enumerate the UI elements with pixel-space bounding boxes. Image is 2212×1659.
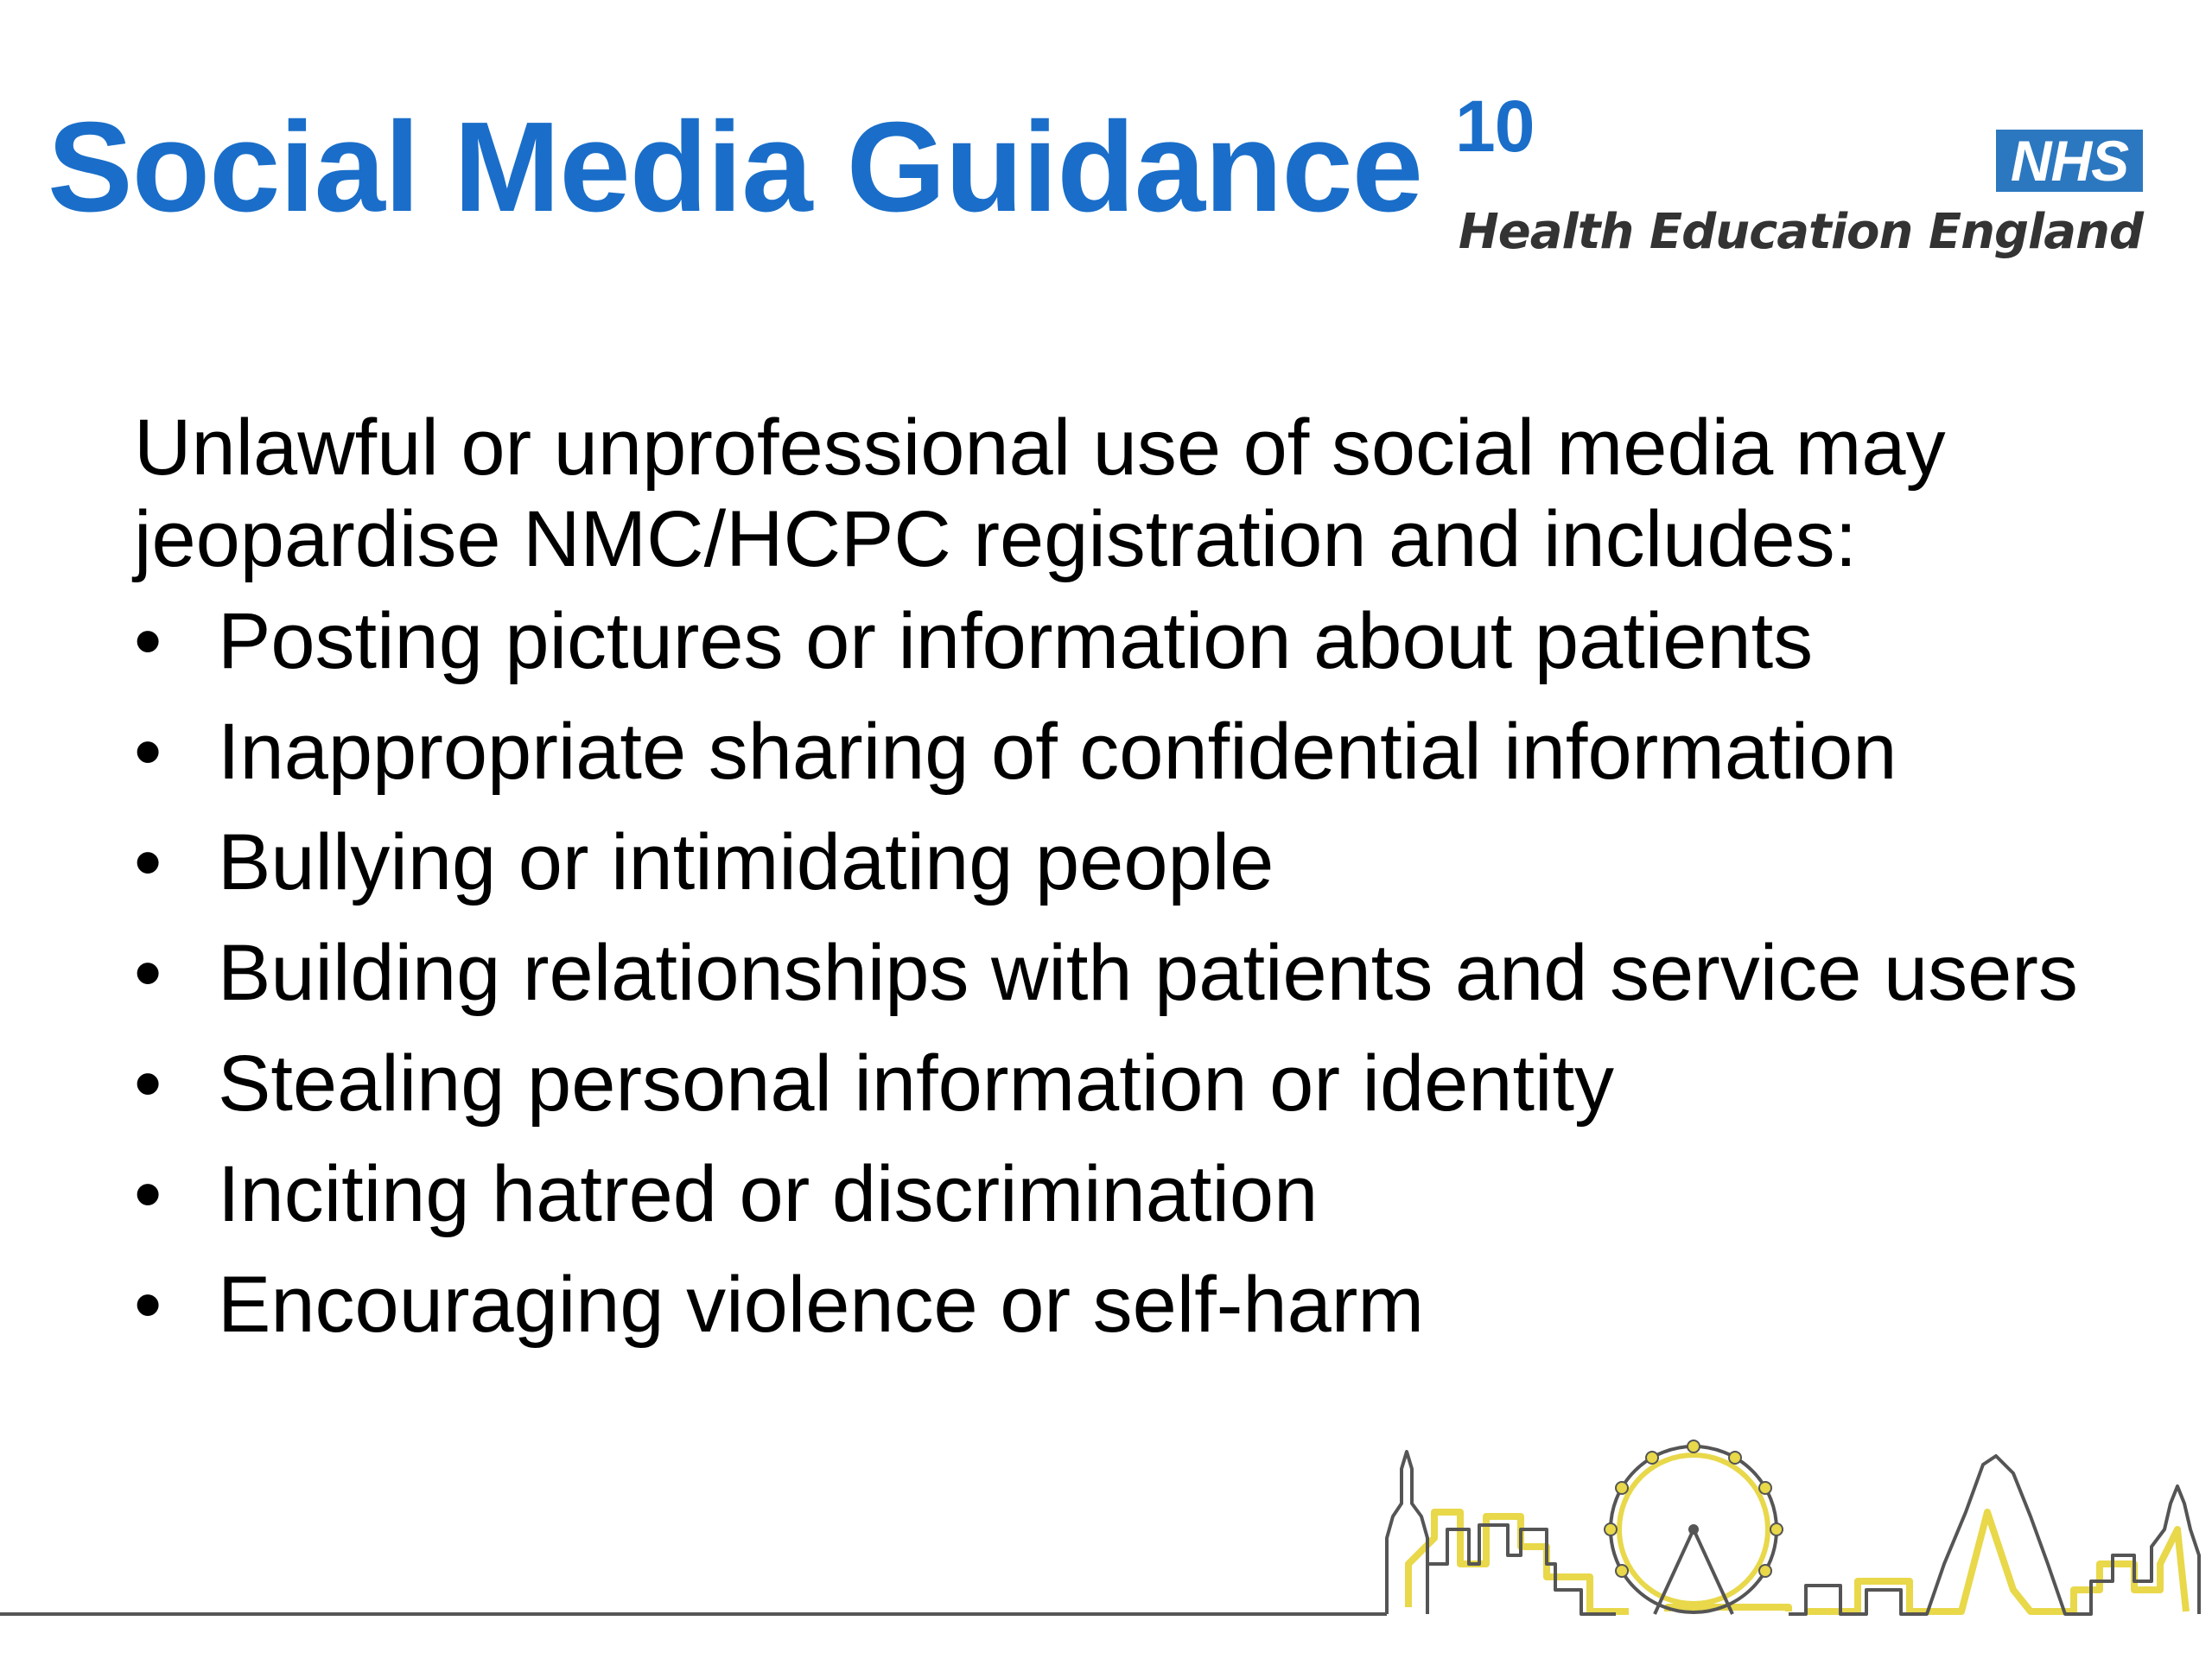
list-item-text: Building relationships with patients and service users [218, 929, 2078, 1017]
nhs-logo-box: NHS [1996, 130, 2143, 192]
list-item [134, 1038, 2078, 1129]
wheel-capsules [1605, 1440, 1783, 1577]
list-item-text: Encouraging violence or self-harm [218, 1261, 1425, 1349]
list-item-text: Inciting hatred or discrimination [218, 1150, 1319, 1238]
bullet-icon: • [134, 708, 162, 796]
list-item [134, 927, 2078, 1019]
list-item-text: Bullying or intimidating people [218, 818, 1274, 906]
bullet-icon: • [134, 929, 162, 1017]
bullet-icon: • [134, 1039, 162, 1128]
hee-logo-text: Health Education England [1458, 204, 2143, 260]
list-item-text: Posting pictures or information about patients [218, 597, 1814, 685]
list-item-text: Inappropriate sharing of confidential information [218, 708, 1897, 796]
list-item [134, 1148, 2078, 1240]
hee-logo [1458, 129, 2143, 268]
bullet-list [134, 595, 2078, 1351]
skyline-accent-line [1408, 1512, 2186, 1611]
slide-title-superscript: 10 [1455, 86, 1535, 167]
bullet-icon: • [134, 1261, 162, 1349]
intro-text: Unlawful or unprofessional use of social media may jeopardise NMC/HCPC registration and includes: [134, 404, 1946, 583]
list-item [134, 706, 2078, 798]
slide-title-text: Social Media Guidance [48, 96, 1423, 238]
list-item-text: Stealing personal information or identity [218, 1039, 1615, 1128]
slide-title [48, 86, 1535, 238]
slide-content [134, 402, 2078, 1370]
bullet-icon: • [134, 1150, 162, 1238]
list-item [134, 595, 2078, 687]
list-item [134, 1259, 2078, 1351]
bullet-icon: • [134, 597, 162, 685]
list-item [134, 817, 2078, 908]
london-skyline-graphic [0, 1434, 2212, 1659]
bullet-icon: • [134, 818, 162, 906]
